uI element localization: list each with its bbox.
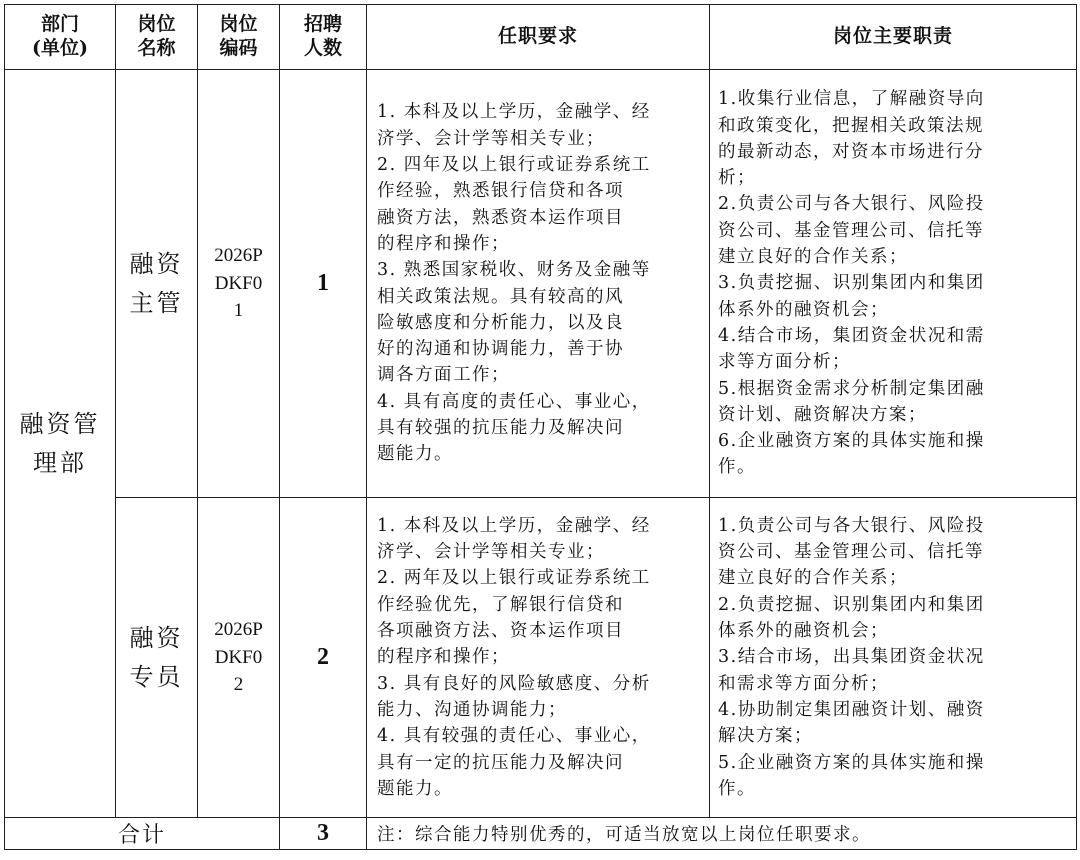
header-dept-line: 部门 (40, 13, 79, 36)
header-dept (5, 5, 116, 70)
requirements-cell (367, 498, 710, 818)
header-position-name-line: 岗位 (137, 13, 176, 36)
header-position-code-line: 岗位 (219, 13, 258, 36)
position-code-line: 2026P (214, 619, 263, 641)
requirement-line: 4. 具有较强的责任心、事业心， (377, 726, 651, 747)
responsibility-line: 6.企业融资方案的具体实施和操 (718, 431, 985, 452)
responsibility-line: 建立良好的合作关系； (718, 568, 908, 589)
position-code-cell (198, 498, 280, 818)
header-position-name (116, 5, 198, 70)
total-count: 3 (280, 818, 367, 850)
department-cell (5, 70, 116, 818)
responsibility-line: 4.结合市场，集团资金状况和需 (718, 325, 985, 346)
requirement-line: 相关政策法规。具有较高的风 (377, 286, 624, 307)
responsibility-line: 解决方案； (718, 726, 813, 747)
responsibilities-cell (710, 70, 1077, 498)
requirement-line: 1. 本科及以上学历，金融学、经 (377, 102, 651, 123)
header-position-name-line: 名称 (137, 37, 176, 59)
requirement-line: 具有较强的抗压能力及解决问 (377, 417, 624, 438)
header-position-code (198, 5, 280, 70)
responsibility-line: 求等方面分析； (718, 352, 851, 373)
requirement-line: 题能力。 (377, 778, 453, 799)
responsibility-line: 3.负责挖掘、识别集团内和集团 (718, 273, 985, 294)
responsibility-line: 作。 (718, 457, 756, 478)
requirement-line: 1. 本科及以上学历，金融学、经 (377, 515, 651, 536)
department-line: 融资管 (19, 410, 101, 439)
header-requirements: 任职要求 (367, 5, 710, 70)
responsibility-line: 资公司、基金管理公司、信托等 (718, 542, 984, 563)
responsibility-line: 4.协助制定集团融资计划、融资 (718, 699, 985, 720)
position-name-line: 专员 (129, 662, 184, 691)
total-row (5, 818, 1077, 850)
header-headcount-line: 招聘 (303, 13, 342, 36)
responsibilities-cell (710, 498, 1077, 818)
responsibility-line: 建立良好的合作关系； (718, 247, 908, 268)
requirement-line: 2. 四年及以上银行或证券系统工 (377, 155, 651, 176)
responsibility-line: 2.负责公司与各大银行、风险投 (718, 194, 985, 215)
responsibility-line: 体系外的融资机会； (718, 299, 889, 320)
requirement-line: 济学、会计学等相关专业； (377, 128, 605, 149)
requirement-line: 能力、沟通协调能力； (377, 699, 567, 720)
requirement-line: 作经验优先，了解银行信贷和 (377, 594, 624, 615)
requirement-line: 的程序和操作； (377, 647, 510, 668)
requirements-cell (367, 70, 710, 498)
responsibility-line: 资公司、基金管理公司、信托等 (718, 220, 984, 241)
table-row (5, 70, 1077, 498)
requirement-line: 题能力。 (377, 444, 453, 465)
department-line: 理部 (33, 448, 87, 477)
responsibility-line: 的最新动态，对资本市场进行分 (718, 141, 984, 162)
responsibility-line: 1.负责公司与各大银行、风险投 (718, 515, 985, 536)
requirement-line: 2. 两年及以上银行或证券系统工 (377, 568, 651, 589)
requirement-line: 3. 具有良好的风险敏感度、分析 (377, 673, 651, 694)
total-label: 合计 (5, 818, 280, 850)
requirement-line: 调各方面工作； (377, 365, 510, 386)
header-position-code-line: 编码 (219, 37, 258, 59)
requirement-line: 具有一定的抗压能力及解决问 (377, 752, 624, 773)
position-name-cell (116, 498, 198, 818)
responsibility-line: 3.结合市场，出具集团资金状况 (718, 647, 985, 668)
responsibility-line: 1.收集行业信息，了解融资导向 (718, 89, 985, 110)
headcount-cell: 2 (280, 498, 367, 818)
header-headcount-line: 人数 (303, 37, 342, 59)
position-name-line: 主管 (129, 288, 184, 317)
position-code-line: DKF0 (214, 646, 263, 668)
recruitment-table (4, 4, 1077, 850)
responsibility-line: 析； (718, 168, 756, 189)
responsibility-line: 5.企业融资方案的具体实施和操 (718, 752, 985, 773)
responsibility-line: 作。 (718, 778, 756, 799)
position-code-line: DKF0 (214, 272, 263, 294)
responsibility-line: 5.根据资金需求分析制定集团融 (718, 378, 985, 399)
total-note: 注：综合能力特别优秀的，可适当放宽以上岗位任职要求。 (367, 818, 1077, 850)
header-dept-line: (单位) (32, 37, 88, 59)
requirement-line: 融资方法，熟悉资本运作项目 (377, 207, 624, 228)
responsibility-line: 和政策变化，把握相关政策法规 (718, 115, 984, 136)
header-row (5, 5, 1077, 70)
requirement-line: 3. 熟悉国家税收、财务及金融等 (377, 260, 651, 281)
requirement-line: 各项融资方法、资本运作项目 (377, 621, 624, 642)
position-code-line: 1 (233, 300, 244, 322)
position-name-line: 融资 (129, 624, 184, 653)
position-name-cell (116, 70, 198, 498)
position-code-line: 2026P (214, 245, 263, 267)
responsibility-line: 2.负责挖掘、识别集团内和集团 (718, 594, 985, 615)
header-responsibilities: 岗位主要职责 (710, 5, 1077, 70)
requirement-line: 4. 具有高度的责任心、事业心， (377, 391, 651, 412)
responsibility-line: 和需求等方面分析； (718, 673, 889, 694)
position-code-cell (198, 70, 280, 498)
table-row (5, 498, 1077, 818)
requirement-line: 作经验，熟悉银行信贷和各项 (377, 181, 624, 202)
requirement-line: 好的沟通和协调能力，善于协 (377, 339, 624, 360)
header-headcount (280, 5, 367, 70)
headcount-cell: 1 (280, 70, 367, 498)
requirement-line: 济学、会计学等相关专业； (377, 542, 605, 563)
requirement-line: 险敏感度和分析能力，以及良 (377, 312, 624, 333)
responsibility-line: 体系外的融资机会； (718, 621, 889, 642)
position-name-line: 融资 (129, 250, 184, 279)
responsibility-line: 资计划、融资解决方案； (718, 404, 927, 425)
requirement-line: 的程序和操作； (377, 233, 510, 254)
position-code-line: 2 (233, 674, 244, 696)
